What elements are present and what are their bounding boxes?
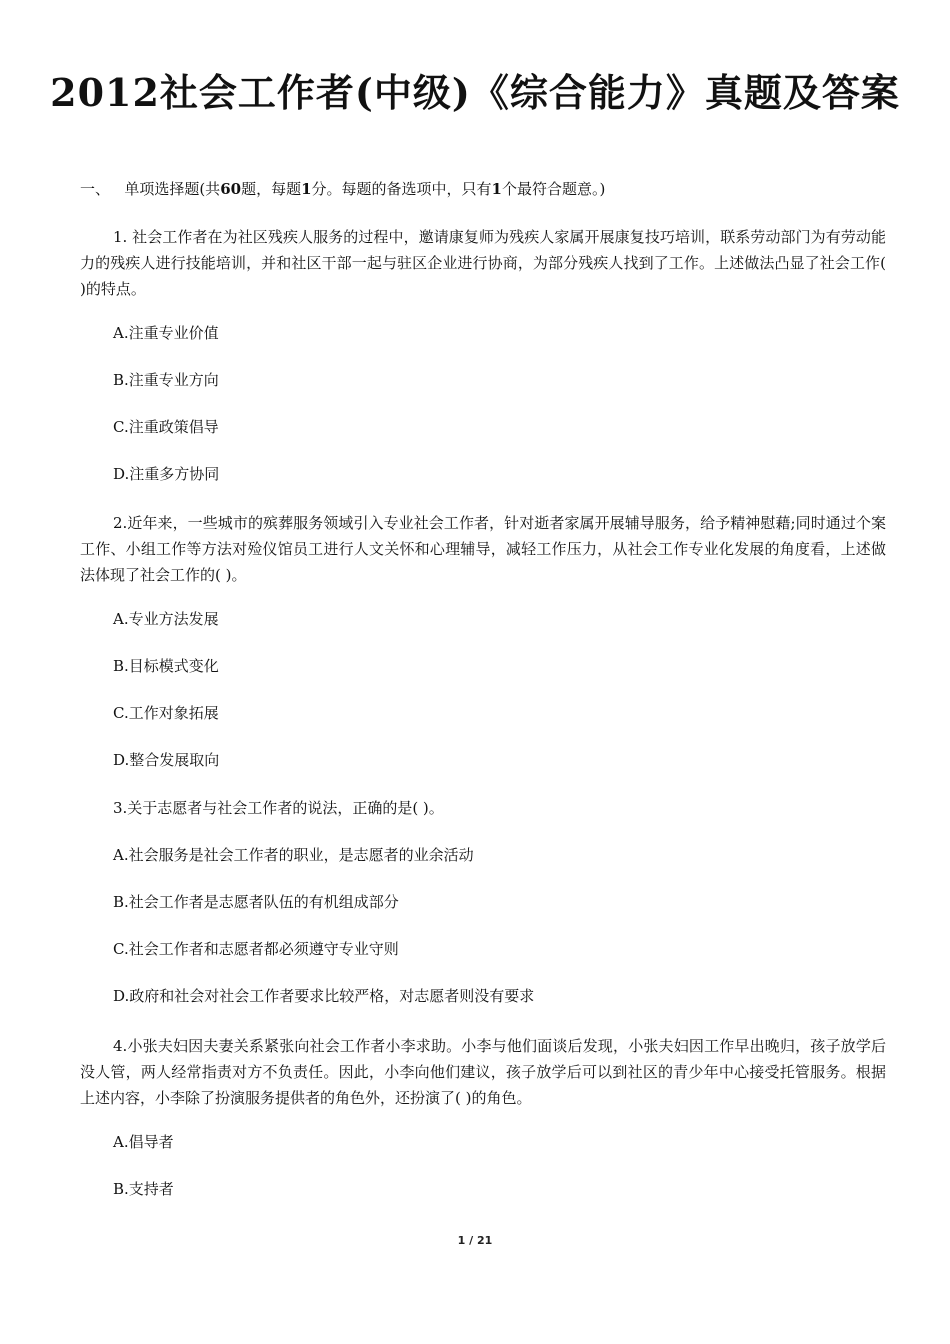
answer-option: A.注重专业价值: [113, 324, 219, 342]
section-heading: [80, 178, 605, 199]
answer-option: A.社会服务是社会工作者的职业，是志愿者的业余活动: [113, 846, 474, 864]
document-title: 2012社会工作者(中级)《综合能力》真题及答案: [50, 70, 900, 115]
answer-option: C.注重政策倡导: [113, 418, 219, 436]
answer-option: B.支持者: [113, 1180, 174, 1198]
answer-option: D.注重多方协同: [113, 465, 220, 483]
answer-option: C.社会工作者和志愿者都必须遵守专业守则: [113, 940, 399, 958]
page-number: 1 / 21: [457, 1234, 493, 1247]
section-text: 个最符合题意。): [501, 180, 606, 198]
question-score: 1: [301, 180, 312, 198]
question-stem: 4.小张夫妇因夫妻关系紧张向社会工作者小李求助。小李与他们面谈后发现，小张夫妇因工作早出晚归，孩子放学后没人管，两人经常指责对方不负责任。因此，小李向他们建议，孩子放学后可以到社区的青少年中心接受托管服务。根据上述内容，小李除了扮演服务提供者的角色外，还扮演了( )的角色。: [80, 1037, 886, 1107]
answer-option: A.专业方法发展: [113, 610, 219, 628]
answer-option: D.整合发展取向: [113, 751, 220, 769]
section-text: 题，每题: [241, 180, 302, 198]
answer-count: 1: [491, 180, 502, 198]
answer-option: B.目标模式变化: [113, 657, 219, 675]
answer-option: B.社会工作者是志愿者队伍的有机组成部分: [113, 893, 399, 911]
question-stem: 3.关于志愿者与社会工作者的说法，正确的是( )。: [113, 799, 444, 817]
section-text: 分。每题的备选项中，只有: [311, 180, 492, 198]
section-text: 单项选择题(共: [124, 180, 221, 198]
question-stem: 2.近年来，一些城市的殡葬服务领域引入专业社会工作者，针对逝者家属开展辅导服务，给予精神慰藉;同时通过个案工作、小组工作等方法对殓仪馆员工进行人文关怀和心理辅导，减轻工作压力，从社会工作专业化发展的角度看，上述做法体现了社会工作的( )。: [80, 514, 886, 584]
question-count: 60: [220, 180, 242, 198]
answer-option: A.倡导者: [113, 1133, 174, 1151]
question-stem: 1. 社会工作者在为社区残疾人服务的过程中，邀请康复师为残疾人家属开展康复技巧培训，联系劳动部门为有劳动能力的残疾人进行技能培训，并和社区干部一起与驻区企业进行协商，为部分残疾人找到了工作。上述做法凸显了社会工作( )的特点。: [80, 228, 886, 298]
answer-option: B.注重专业方向: [113, 371, 219, 389]
section-number: 一、: [80, 180, 111, 198]
answer-option: C.工作对象拓展: [113, 704, 219, 722]
answer-option: D.政府和社会对社会工作者要求比较严格，对志愿者则没有要求: [113, 987, 535, 1005]
